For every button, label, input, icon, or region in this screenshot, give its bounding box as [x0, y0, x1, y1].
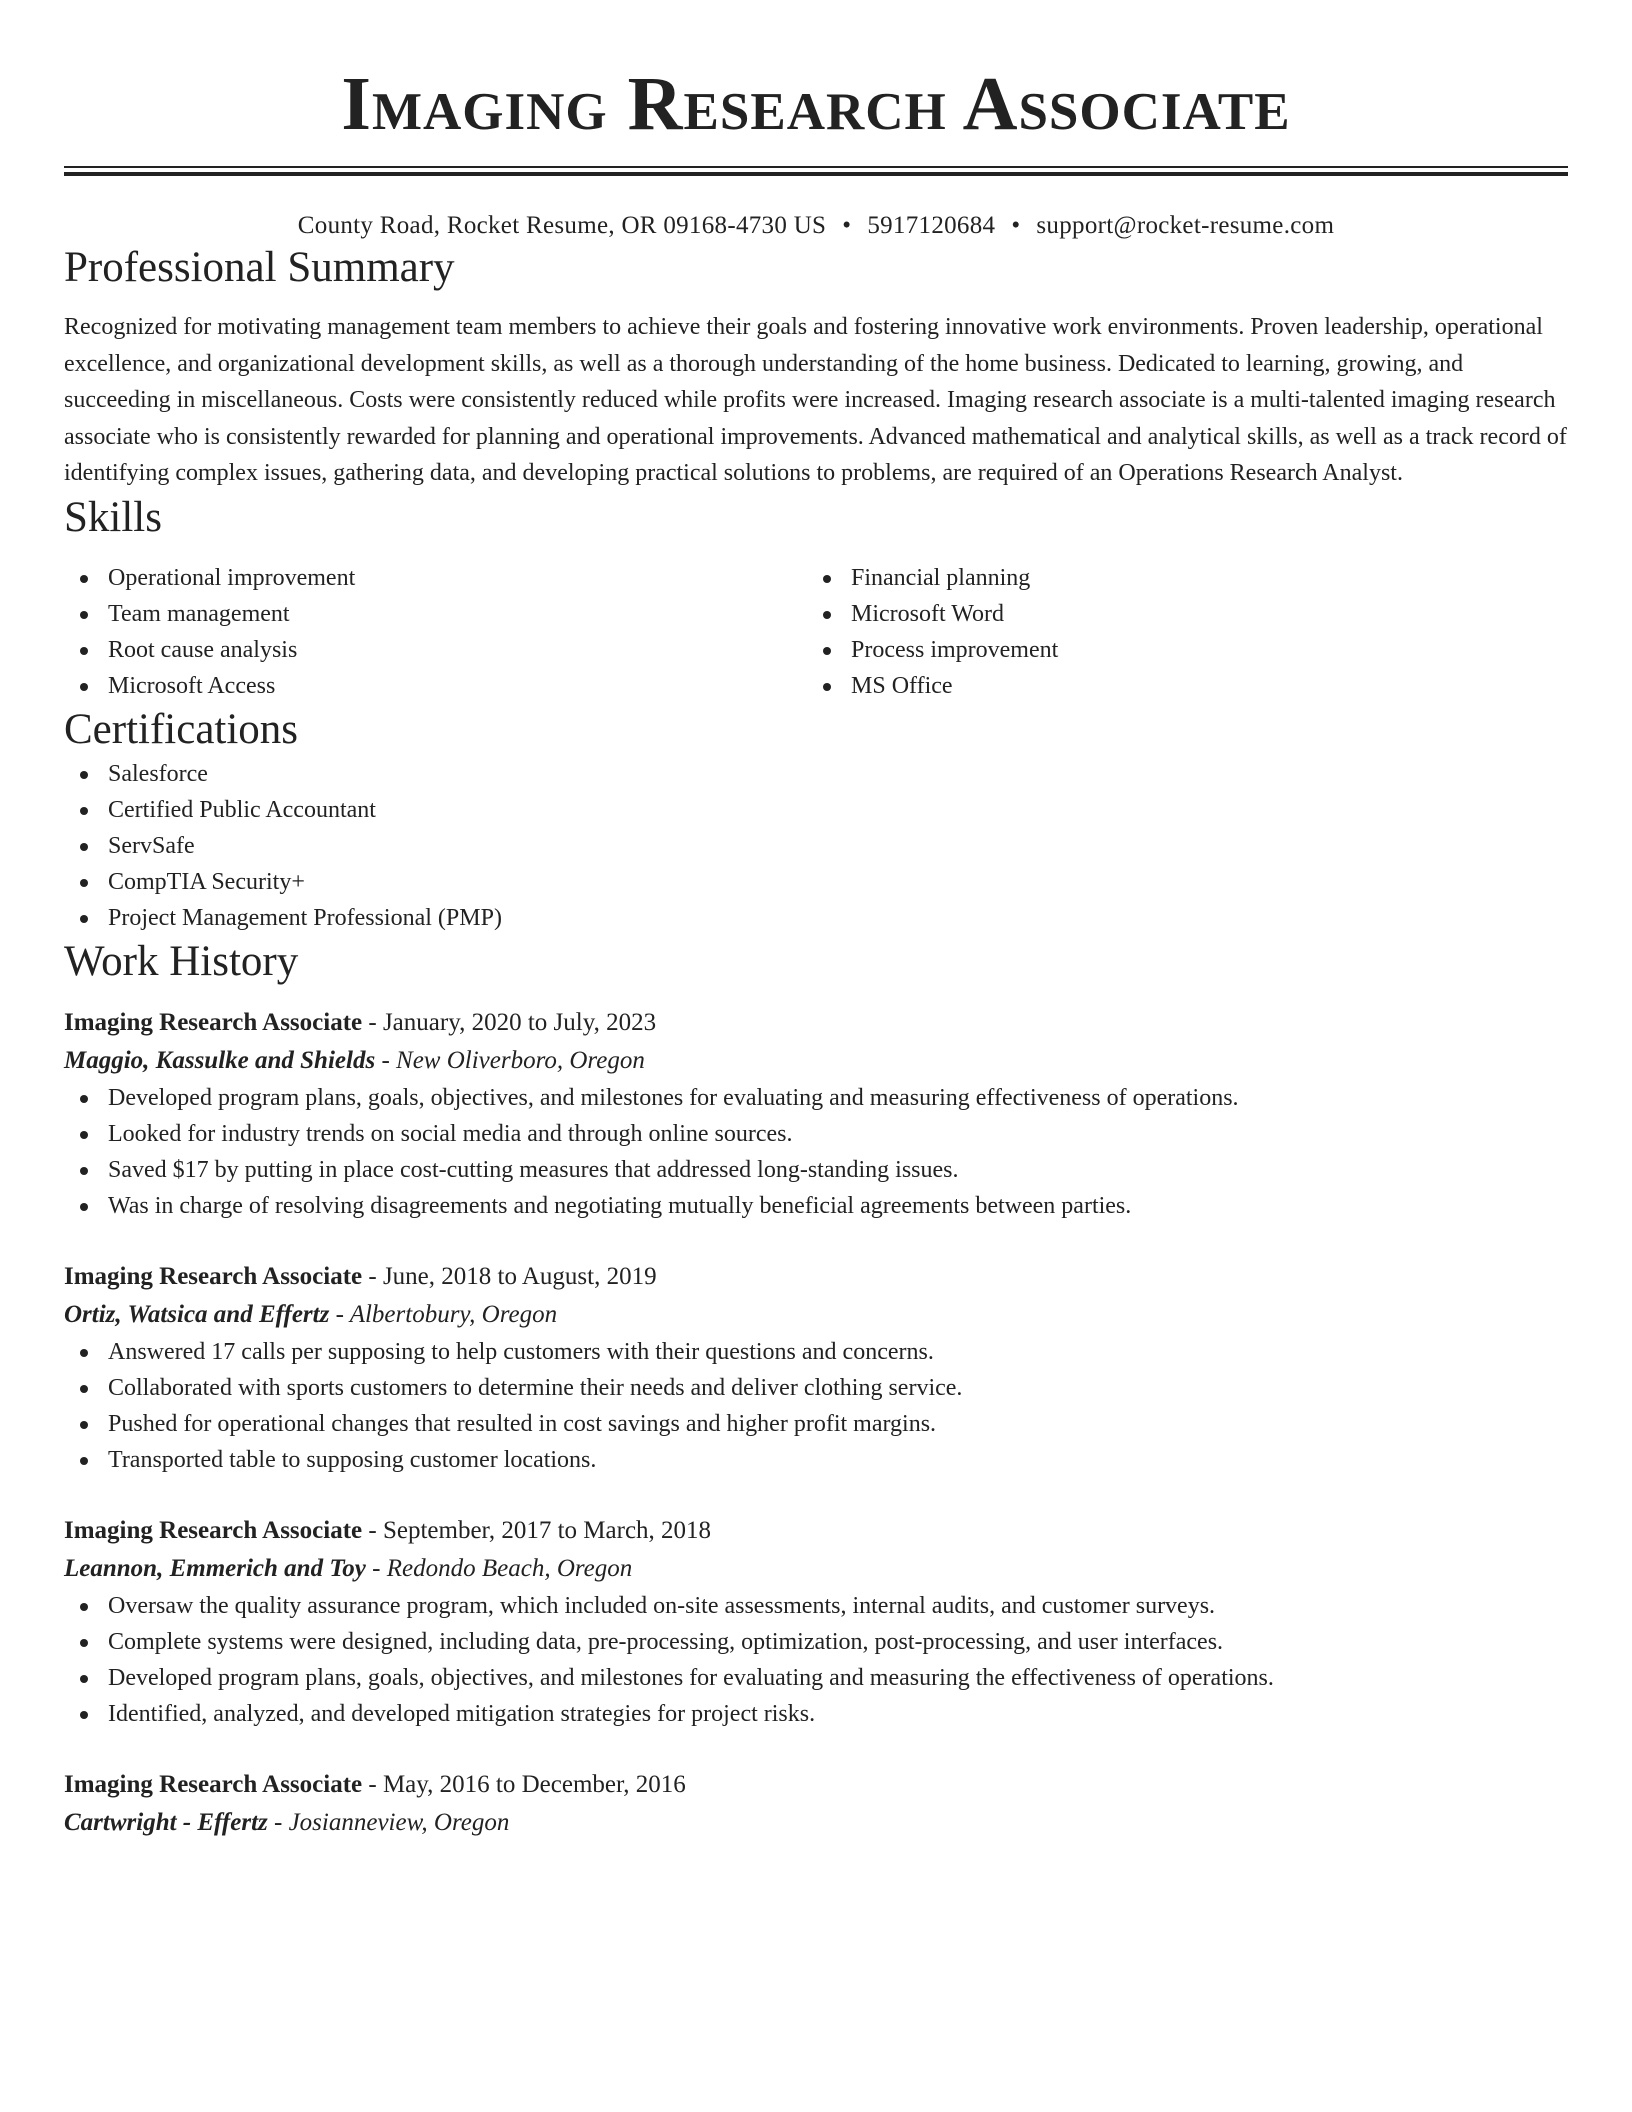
job-company: Maggio, Kassulke and Shields: [64, 1046, 376, 1074]
skills-list-right: [807, 560, 1568, 704]
contact-line: [64, 210, 1568, 242]
work-history-heading: Work History: [64, 937, 299, 985]
job-dash: -: [335, 1300, 344, 1328]
skill-item: Financial planning: [807, 560, 1568, 596]
job-dates: June, 2018 to August, 2019: [382, 1262, 657, 1290]
resume-title: Imaging Research Associate: [341, 62, 1291, 146]
job-bullet: Oversaw the quality assurance program, which included on-site assessments, internal audits, and customer surveys.: [64, 1588, 1568, 1624]
job-dash: -: [368, 1262, 377, 1290]
job-employer: [64, 1550, 1568, 1588]
job-bullet: Was in charge of resolving disagreements and negotiating mutually beneficial agreements between parties.: [64, 1188, 1568, 1224]
job-title: Imaging Research Associate: [64, 1262, 363, 1290]
certifications-heading: Certifications: [64, 705, 299, 753]
job-dates: September, 2017 to March, 2018: [382, 1516, 712, 1544]
job-bullet: Complete systems were designed, including data, pre-processing, optimization, post-processing, and user interfaces.: [64, 1624, 1568, 1660]
contact-phone: 5917120684: [867, 212, 996, 239]
job-title: Imaging Research Associate: [64, 1770, 363, 1798]
job-bullet: Pushed for operational changes that resulted in cost savings and higher profit margins.: [64, 1406, 1568, 1442]
title-divider-thick: [64, 172, 1568, 176]
job-header: [64, 1766, 1568, 1804]
title-divider-thin: [64, 166, 1568, 168]
job-bullets: [64, 1334, 1568, 1478]
job-bullet: Identified, analyzed, and developed mitigation strategies for project risks.: [64, 1696, 1568, 1732]
certification-item: Certified Public Accountant: [64, 792, 1568, 828]
job-entry: [64, 1512, 1568, 1732]
job-bullets: [64, 1588, 1568, 1732]
job-dash: -: [381, 1046, 390, 1074]
job-dates: May, 2016 to December, 2016: [382, 1770, 686, 1798]
certifications-list: [64, 756, 1568, 936]
job-bullet: Saved $17 by putting in place cost-cutting measures that addressed long-standing issues.: [64, 1152, 1568, 1188]
skill-item: Root cause analysis: [64, 632, 807, 668]
job-employer: [64, 1804, 1568, 1842]
job-entry: [64, 1258, 1568, 1478]
skill-item: Microsoft Word: [807, 596, 1568, 632]
skill-item: MS Office: [807, 668, 1568, 704]
job-location: New Oliverboro, Oregon: [396, 1046, 645, 1074]
skills-list-left: [64, 560, 807, 704]
job-dash: -: [372, 1554, 381, 1582]
job-location: Josianneview, Oregon: [288, 1808, 510, 1836]
job-bullet: Looked for industry trends on social media and through online sources.: [64, 1116, 1568, 1152]
job-bullet: Developed program plans, goals, objectives, and milestones for evaluating and measuring effectiveness of operations.: [64, 1080, 1568, 1116]
job-employer: [64, 1042, 1568, 1080]
skills-heading: Skills: [64, 493, 162, 541]
job-location: Redondo Beach, Oregon: [386, 1554, 633, 1582]
job-dates: January, 2020 to July, 2023: [382, 1008, 657, 1036]
skill-item: Operational improvement: [64, 560, 807, 596]
skill-item: Microsoft Access: [64, 668, 807, 704]
summary-heading: Professional Summary: [64, 244, 455, 291]
certification-item: ServSafe: [64, 828, 1568, 864]
job-entry: [64, 1766, 1568, 1842]
contact-separator: •: [1011, 212, 1021, 239]
skill-item: Team management: [64, 596, 807, 632]
job-company: Cartwright - Effertz: [64, 1808, 268, 1836]
job-dash: -: [274, 1808, 283, 1836]
skills-grid: [64, 560, 1568, 704]
certification-item: Project Management Professional (PMP): [64, 900, 1568, 936]
skill-item: Process improvement: [807, 632, 1568, 668]
job-header: [64, 1004, 1568, 1042]
resume-page: [64, 0, 1568, 1842]
job-bullets: [64, 1080, 1568, 1224]
job-entry: [64, 1004, 1568, 1224]
job-location: Albertobury, Oregon: [349, 1300, 558, 1328]
summary-text: Recognized for motivating management team members to achieve their goals and fostering innovative work environments. Proven leadership, operational excellence, and organizational development skills, as well as a thorough understanding of the home business. Dedicated to learning, growing, and succeeding in miscellaneous. Costs were consistently reduced while profits were increased. Imaging research associate is a multi-talented imaging research associate who is consistently rewarded for planning and operational improvements. Advanced mathematical and analytical skills, as well as a track record of identifying complex issues, gathering data, and developing practical solutions to problems, are required of an Operations Research Analyst.: [64, 314, 1567, 486]
job-bullet: Collaborated with sports customers to determine their needs and deliver clothing service.: [64, 1370, 1568, 1406]
job-title: Imaging Research Associate: [64, 1516, 363, 1544]
job-dash: -: [368, 1008, 377, 1036]
job-bullet: Developed program plans, goals, objectives, and milestones for evaluating and measuring the effectiveness of operations.: [64, 1660, 1568, 1696]
job-header: [64, 1258, 1568, 1296]
job-dash: -: [368, 1770, 377, 1798]
certification-item: Salesforce: [64, 756, 1568, 792]
job-bullet: Answered 17 calls per supposing to help customers with their questions and concerns.: [64, 1334, 1568, 1370]
job-company: Ortiz, Watsica and Effertz: [64, 1300, 330, 1328]
job-title: Imaging Research Associate: [64, 1008, 363, 1036]
contact-email: support@rocket-resume.com: [1036, 212, 1335, 239]
certification-item: CompTIA Security+: [64, 864, 1568, 900]
job-employer: [64, 1296, 1568, 1334]
job-dash: -: [368, 1516, 377, 1544]
contact-separator: •: [842, 212, 852, 239]
job-company: Leannon, Emmerich and Toy: [64, 1554, 366, 1582]
job-header: [64, 1512, 1568, 1550]
contact-address: County Road, Rocket Resume, OR 09168-4730 US: [297, 212, 827, 239]
job-bullet: Transported table to supposing customer locations.: [64, 1442, 1568, 1478]
